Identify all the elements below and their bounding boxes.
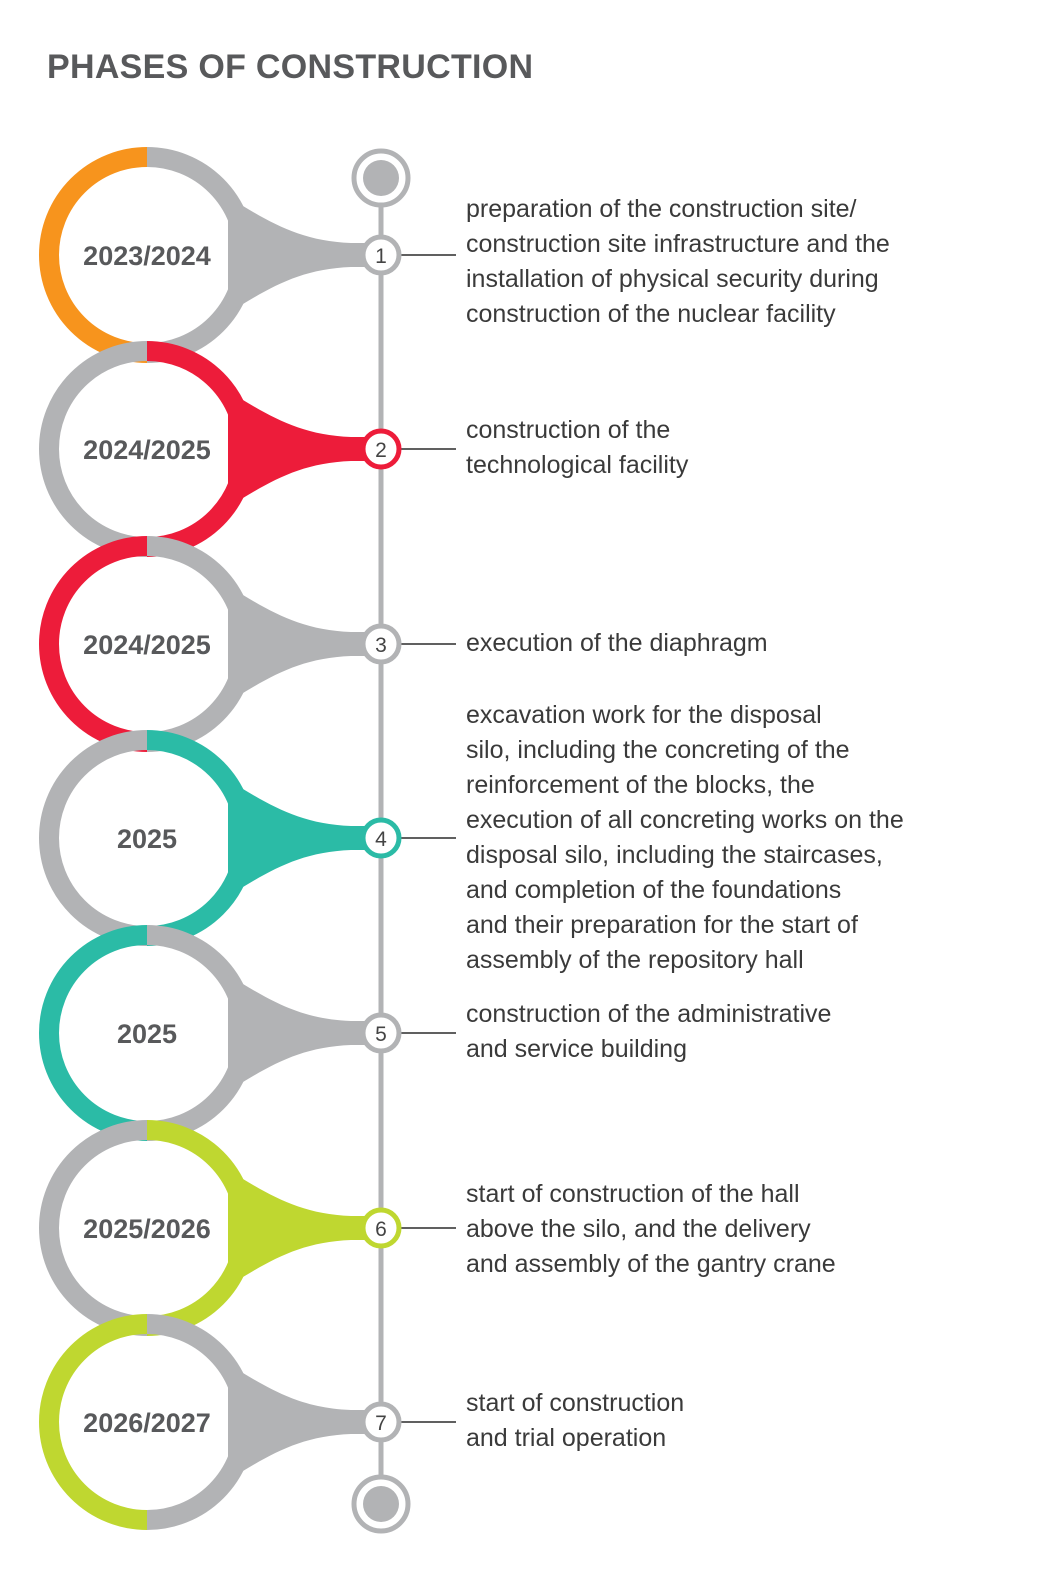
connector-1 — [228, 197, 381, 313]
phase-nodes — [363, 237, 456, 1440]
phase-connectors — [228, 197, 381, 1480]
phase-number-1: 1 — [375, 245, 387, 268]
phase-5-description: construction of the administrative and service building — [466, 1000, 832, 1063]
phase-number-7: 7 — [375, 1412, 387, 1435]
phase-number-6: 6 — [375, 1218, 387, 1241]
axis-start-dot — [363, 160, 399, 196]
phase-3-description: execution of the diaphragm — [466, 629, 768, 657]
year-label-5: 2025 — [116, 1019, 178, 1049]
phase-1-description: preparation of the construction site/ construction site infrastructure and the installation of physical security during construction of the nuclear facility — [466, 195, 890, 328]
year-label-3: 2024/2025 — [83, 630, 211, 660]
year-labels — [83, 241, 211, 1438]
connector-4 — [228, 780, 381, 896]
phase-number-4: 4 — [375, 828, 387, 851]
phase-number-3: 3 — [375, 634, 387, 657]
year-label-6: 2025/2026 — [83, 1214, 211, 1244]
phase-2-description: construction of the technological facility — [466, 416, 689, 479]
phase-6-description: start of construction of the hall above the silo, and the delivery and assembly of the gantry crane — [466, 1180, 836, 1278]
connector-3 — [228, 586, 381, 702]
connector-7 — [228, 1364, 381, 1480]
connector-5 — [228, 975, 381, 1091]
phase-7-description: start of construction and trial operation — [466, 1389, 685, 1452]
year-label-1: 2023/2024 — [83, 241, 211, 271]
page-title: PHASES OF CONSTRUCTION — [47, 48, 534, 86]
connector-6 — [228, 1170, 381, 1286]
axis-end-dot — [363, 1486, 399, 1522]
year-label-2: 2024/2025 — [83, 435, 211, 465]
phase-4-description: excavation work for the disposal silo, including the concreting of the reinforcement of the blocks, the execution of all concreting works on the disposal silo, including the staircases, and completion of the foundations and their preparation for the start of assembly of the repository hall — [466, 701, 904, 974]
phase-number-2: 2 — [375, 439, 387, 462]
connector-2 — [228, 391, 381, 507]
year-label-7: 2026/2027 — [83, 1408, 211, 1438]
phase-number-5: 5 — [375, 1023, 387, 1046]
year-label-4: 2025 — [116, 824, 178, 854]
